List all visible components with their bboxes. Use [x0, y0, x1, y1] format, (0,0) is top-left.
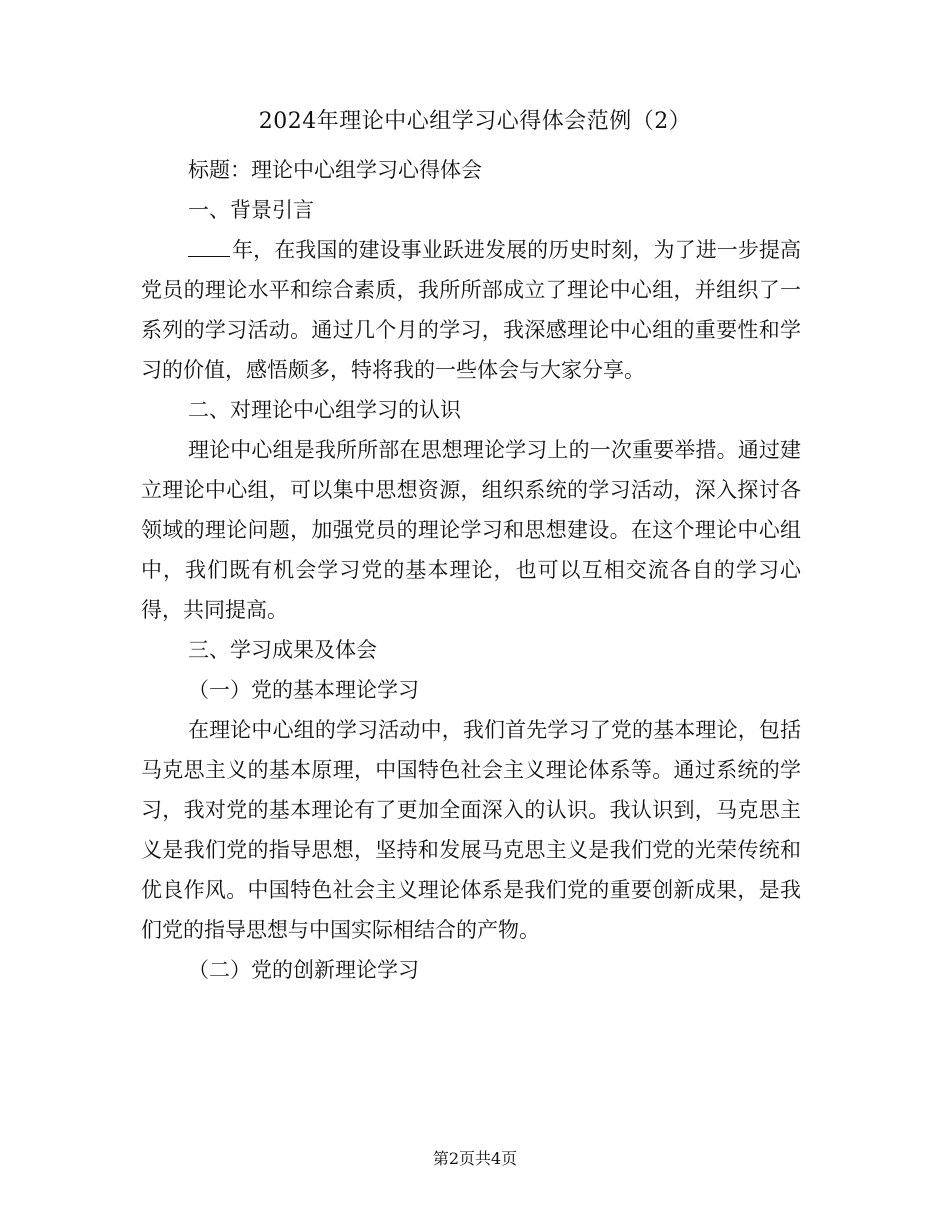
- subsection-2-title: （二）党的创新理论学习: [188, 958, 419, 982]
- section-3-title: 三、学习成果及体会: [188, 638, 377, 662]
- page-footer: 第2页共4页: [432, 1149, 518, 1168]
- subsection-1-title: （一）党的基本理论学习: [188, 678, 419, 702]
- section-1-text: 年，在我国的建设事业跃进发展的历史时刻，为了进一步提高党员的理论水平和综合素质，我所所部成立了理论中心组，并组织了一系列的学习活动。通过几个月的学习，我深感理论中心组的重要性和学习的价值，感悟颇多，特将我的一些体会与大家分享。: [141, 238, 801, 382]
- section-1-paragraph: [141, 230, 801, 390]
- page-title: 2024年理论中心组学习心得体会范例（2）: [258, 109, 692, 134]
- document-body: [141, 150, 801, 990]
- section-2-title: 二、对理论中心组学习的认识: [188, 398, 461, 422]
- heading-label: 标题：理论中心组学习心得体会: [188, 158, 482, 182]
- subsection-1-paragraph: 在理论中心组的学习活动中，我们首先学习了党的基本理论，包括马克思主义的基本原理，中国特色社会主义理论体系等。通过系统的学习，我对党的基本理论有了更加全面深入的认识。我认识到，马克思主义是我们党的指导思想，坚持和发展马克思主义是我们党的光荣传统和优良作风。中国特色社会主义理论体系是我们党的重要创新成果，是我们党的指导思想与中国实际相结合的产物。: [141, 718, 801, 942]
- section-1-title: 一、背景引言: [188, 198, 314, 222]
- blank-underline: [188, 234, 230, 257]
- section-2-paragraph: 理论中心组是我所所部在思想理论学习上的一次重要举措。通过建立理论中心组，可以集中思想资源，组织系统的学习活动，深入探讨各领域的理论问题，加强党员的理论学习和思想建设。在这个理论中心组中，我们既有机会学习党的基本理论，也可以互相交流各自的学习心得，共同提高。: [141, 438, 801, 622]
